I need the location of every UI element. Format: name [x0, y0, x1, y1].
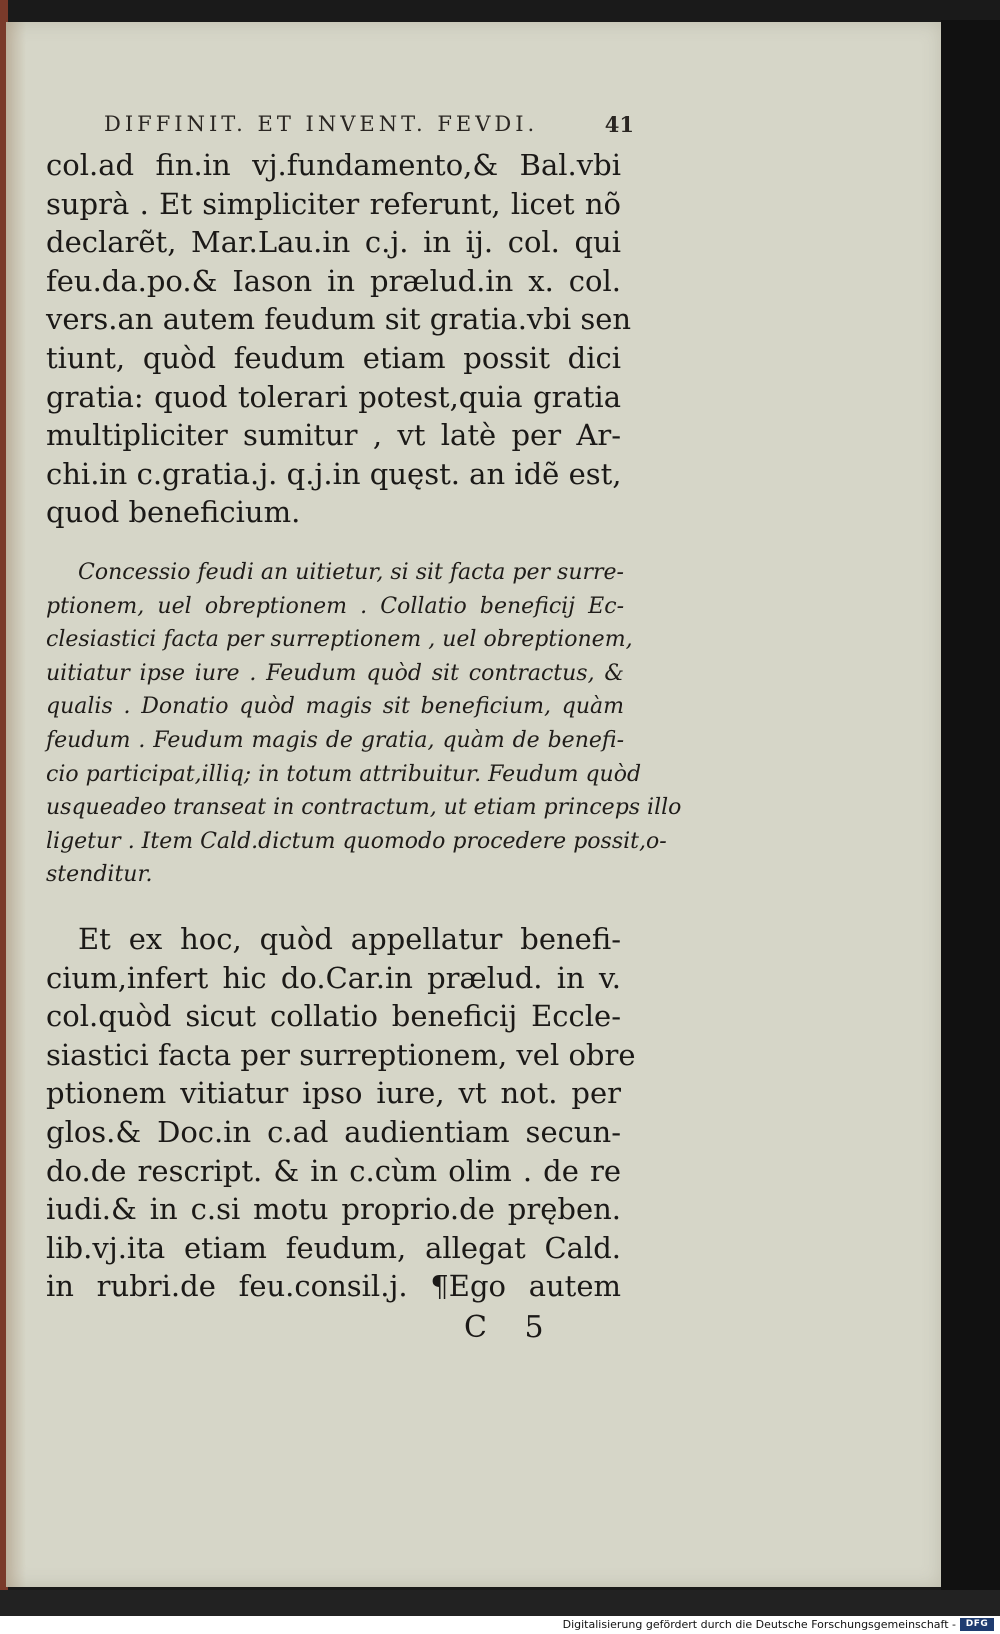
summary-line: cio participat,illiq; in totum attribuitur. Feudum quòd: [46, 761, 642, 787]
summary-line: ptionem, uel obreptionem . Collatio beneficij Ec-: [46, 593, 624, 619]
page-number: 41: [604, 112, 634, 137]
summary-line: ligetur . Item Cald.dictum quomodo procedere possit,o-: [46, 828, 667, 854]
text-line: siastici facta per surreptionem, vel obre: [46, 1037, 636, 1072]
running-head: [104, 112, 634, 136]
text-line: suprà . Et simpliciter referunt, licet nõ: [46, 186, 621, 221]
body-paragraph-bottom: [46, 920, 636, 1306]
text-line: chi.in c.gratia.j. q.j.in quęst. an idẽ est,: [46, 456, 622, 491]
summary-line: feudum . Feudum magis de gratia, quàm de benefi-: [46, 727, 624, 753]
text-line: feu.da.po.& Iason in prælud.in x. col.: [46, 263, 621, 298]
text-line: multipliciter sumitur , vt latè per Ar-: [46, 418, 621, 453]
summary-line: uitiatur ipse iure . Feudum quòd sit contractus, &: [46, 660, 624, 686]
summary-line: usqueadeo transeat in contractum, ut etiam princeps illo: [46, 795, 682, 821]
text-line: cium,infert hic do.Car.in prælud. in v.: [46, 960, 621, 995]
text-line: Et ex hoc, quòd appellatur benefi-: [78, 922, 621, 956]
text-line: iudi.& in c.si motu proprio.de pręben.: [46, 1192, 621, 1227]
summary-line: Concessio feudi an uitietur, si sit facta per surre-: [78, 560, 624, 585]
text-line: lib.vj.ita etiam feudum, allegat Cald.: [46, 1230, 621, 1265]
summary-line: clesiastici facta per surreptionem , uel obreptionem,: [46, 627, 633, 653]
text-line: glos.& Doc.in c.ad audientiam secun-: [46, 1114, 621, 1149]
body-paragraph-top: [46, 146, 632, 532]
text-line: col.quòd sicut collatio beneficij Eccle-: [46, 999, 621, 1034]
summary-line: qualis . Donatio quòd magis sit beneficium, quàm: [46, 694, 624, 720]
dfg-logo: DFG: [960, 1618, 994, 1631]
text-line: quod beneficium.: [46, 495, 301, 530]
text-line: do.de rescript. & in c.cùm olim . de re: [46, 1153, 621, 1188]
signature-mark: C 5: [464, 1310, 558, 1345]
text-line: col.ad fin.in vj.fundamento,& Bal.vbi: [46, 148, 621, 182]
bottom-dark-band: [0, 1590, 1000, 1616]
summary-line: stenditur.: [46, 862, 153, 888]
text-line: gratia: quod tolerari potest,quia gratia: [46, 379, 621, 414]
digitization-credit: Digitalisierung gefördert durch die Deutsche Forschungsgemeinschaft -: [562, 1618, 956, 1631]
text-line: tiunt, quòd feudum etiam possit dici: [46, 340, 621, 375]
page-edge-shadow: [6, 22, 26, 1587]
right-margin-dark: [941, 20, 1000, 1590]
text-line: declarẽt, Mar.Lau.in c.j. in ij. col. qui: [46, 225, 621, 260]
text-line: ptionem vitiatur ipso iure, vt not. per: [46, 1076, 621, 1111]
italic-summary: [46, 556, 682, 892]
text-line: vers.an autem feudum sit gratia.vbi sen: [46, 302, 632, 337]
running-head-title: DIFFINIT. ET INVENT. FEVDI.: [104, 112, 539, 136]
text-line: in rubri.de feu.consil.j. ¶Ego autem: [46, 1269, 621, 1304]
